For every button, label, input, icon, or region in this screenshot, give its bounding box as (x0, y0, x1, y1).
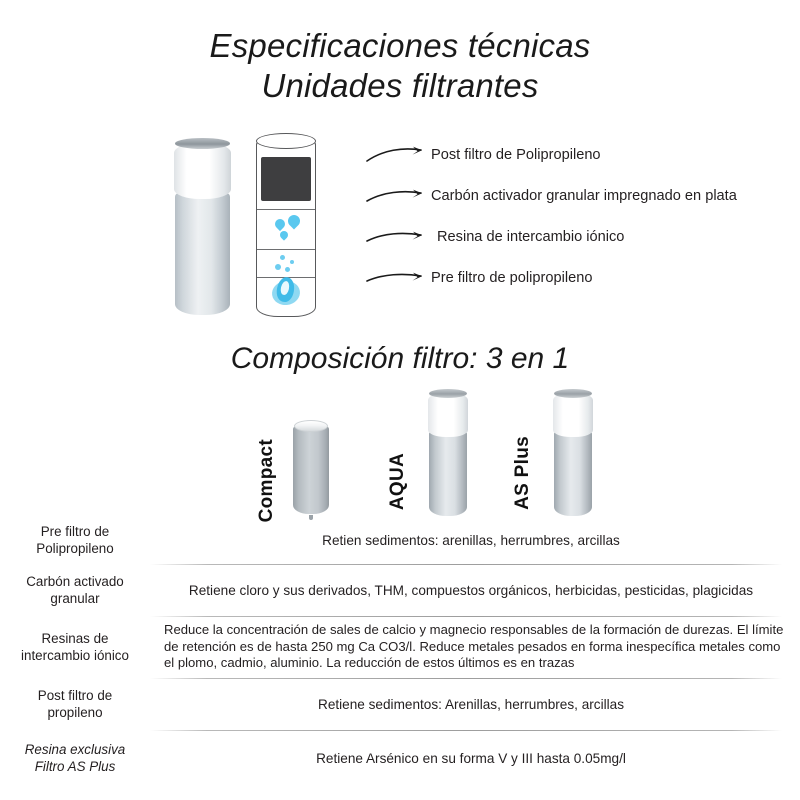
callout-list (365, 142, 795, 312)
curved-arrow-icon (365, 144, 431, 166)
table-row (0, 730, 800, 786)
row-label-line2: Filtro AS Plus (34, 759, 116, 774)
table-row (0, 616, 800, 678)
row-label (0, 523, 150, 557)
row-label-line1: Post filtro de (37, 688, 113, 703)
cartridge-cap (174, 143, 231, 199)
product-cartridge-image (428, 389, 468, 516)
row-content: Retiene sedimentos: Arenillas, herrumbres, arcillas (318, 696, 624, 712)
row-label-line1: Resinas de (41, 631, 109, 646)
table-row (0, 678, 800, 730)
cartridge-body (175, 193, 230, 315)
product-label: Compact (256, 438, 277, 522)
callout-label: Post filtro de Polipropileno (431, 147, 601, 163)
product-label: AS Plus (512, 436, 533, 510)
layer-divider-1 (257, 209, 315, 210)
row-content: Retien sedimentos: arenillas, herrumbres, arcillas (322, 532, 620, 548)
row-label-line1: Pre filtro de (40, 524, 110, 539)
filter-illustration (160, 125, 360, 325)
resin-bead-icon (280, 255, 285, 260)
resin-bead-icon (290, 260, 294, 264)
row-label (0, 687, 150, 721)
table-row (0, 516, 800, 564)
callout-item (365, 224, 795, 250)
row-label (0, 630, 150, 664)
carbon-block-layer (261, 157, 311, 201)
row-label-line2: propileno (47, 705, 103, 720)
product-compact (255, 386, 350, 526)
page-title-line2: Unidades filtrantes (261, 67, 539, 104)
curved-arrow-icon (365, 267, 431, 289)
resin-bead-icon (275, 264, 281, 270)
product-cartridge-image (553, 389, 593, 516)
callout-label: Pre filtro de polipropileno (431, 270, 593, 286)
callout-label: Resina de intercambio iónico (437, 229, 625, 245)
layer-divider-2 (257, 249, 315, 250)
callout-item (365, 183, 795, 209)
water-swirl-icon (272, 277, 300, 307)
product-cartridge-image (293, 420, 329, 516)
resin-bead-icon (285, 267, 290, 272)
cutaway-top-rim (256, 133, 316, 149)
callout-item (365, 265, 795, 291)
row-content: Retiene Arsénico en su forma V y III hasta 0.05mg/l (316, 750, 626, 766)
curved-arrow-icon (365, 226, 431, 248)
callout-label: Carbón activador granular impregnado en plata (431, 188, 737, 204)
row-content: Retiene cloro y sus derivados, THM, compuestos orgánicos, herbicidas, pesticidas, plagicidas (188, 582, 754, 598)
row-label-line1: Carbón activado (26, 574, 124, 589)
product-row (0, 386, 800, 526)
page-title (0, 26, 800, 106)
row-label-line2: Polipropileno (36, 541, 114, 556)
specifications-table (0, 516, 800, 786)
product-label: AQUA (387, 452, 408, 510)
product-as-plus (505, 386, 610, 526)
product-aqua (380, 386, 485, 526)
row-label-line1: Resina exclusiva (24, 742, 126, 757)
row-label-line2: granular (50, 591, 100, 606)
curved-arrow-icon (365, 185, 431, 207)
row-label (0, 573, 150, 607)
cartridge-rim (175, 138, 230, 149)
callout-item (365, 142, 795, 168)
table-row (0, 564, 800, 616)
page-title-line1: Especificaciones técnicas (209, 27, 591, 64)
section-heading: Composición filtro: 3 en 1 (230, 342, 570, 375)
row-label (0, 741, 150, 775)
row-label-line2: intercambio iónico (21, 648, 129, 663)
filter-cartridge-solid (174, 138, 231, 315)
filter-cartridge-cutaway (256, 131, 318, 319)
row-content: Reduce la concentración de sales de calcio y magnecio responsables de la formación de durezas. El límite de retención es de hasta 250 mg Ca CO3/l. Reduce metales pesados en forma inespecífica metales como el plomo, cadmio, aluminio. La reducción de estos últimos es en trazas (164, 622, 784, 671)
